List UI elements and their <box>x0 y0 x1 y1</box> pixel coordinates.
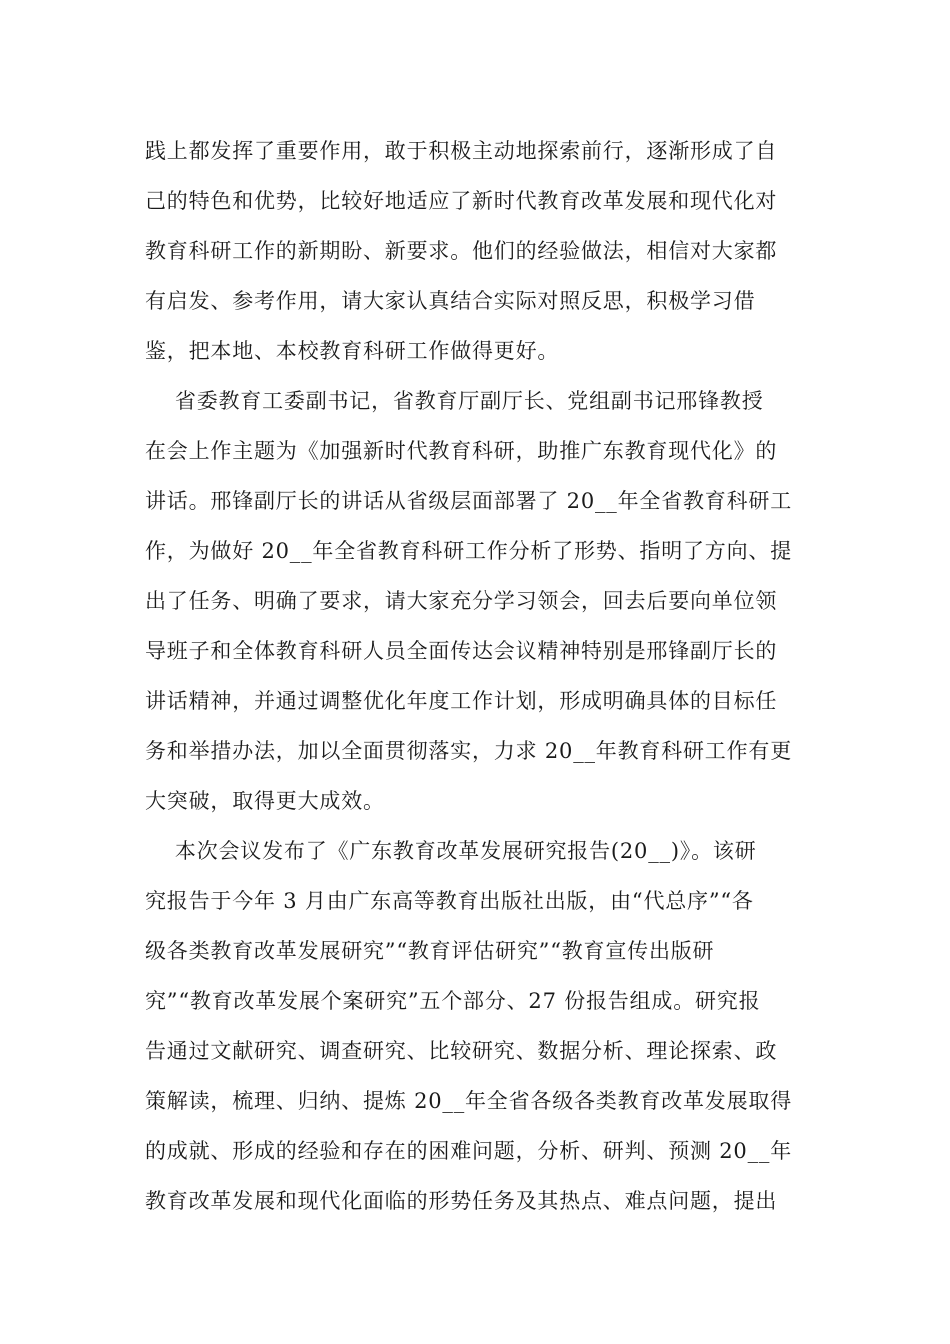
text-line: 作，为做好 20__年全省教育科研工作分析了形势、指明了方向、提 <box>145 539 792 563</box>
document-body <box>145 126 807 1226</box>
paragraph-1 <box>145 126 807 376</box>
text-line: 出了任务、明确了要求，请大家充分学习领会，回去后要向单位领 <box>145 589 778 613</box>
text-line: 究”“教育改革发展个案研究”五个部分、27 份报告组成。研究报 <box>145 989 761 1013</box>
text-line: 策解读，梳理、归纳、提炼 20__年全省各级各类教育改革发展取得 <box>145 1089 792 1113</box>
text-line: 践上都发挥了重要作用，敢于积极主动地探索前行，逐渐形成了自 <box>145 139 778 163</box>
text-line: 教育改革发展和现代化面临的形势任务及其热点、难点问题，提出 <box>145 1189 778 1213</box>
text-line: 的成就、形成的经验和存在的困难问题，分析、研判、预测 20__年 <box>145 1139 792 1163</box>
text-line: 大突破，取得更大成效。 <box>145 789 385 813</box>
text-line: 在会上作主题为《加强新时代教育科研，助推广东教育现代化》的 <box>145 439 778 463</box>
paragraph-2 <box>145 376 807 826</box>
text-line: 级各类教育改革发展研究”“教育评估研究”“教育宣传出版研 <box>145 939 715 963</box>
text-line: 己的特色和优势，比较好地适应了新时代教育改革发展和现代化对 <box>145 189 778 213</box>
text-line: 导班子和全体教育科研人员全面传达会议精神特别是邢锋副厅长的 <box>145 639 778 663</box>
text-line: 本次会议发布了《广东教育改革发展研究报告(20__)》。该研 <box>145 839 757 863</box>
text-line: 究报告于今年 3 月由广东高等教育出版社出版，由“代总序”“各 <box>145 889 754 913</box>
text-line: 鉴，把本地、本校教育科研工作做得更好。 <box>145 339 560 363</box>
paragraph-3 <box>145 826 807 1226</box>
text-line: 讲话。邢锋副厅长的讲话从省级层面部署了 20__年全省教育科研工 <box>145 489 792 513</box>
text-line: 务和举措办法，加以全面贯彻落实，力求 20__年教育科研工作有更 <box>145 739 792 763</box>
text-line: 教育科研工作的新期盼、新要求。他们的经验做法，相信对大家都 <box>145 239 778 263</box>
text-line: 讲话精神，并通过调整优化年度工作计划，形成明确具体的目标任 <box>145 689 778 713</box>
text-line: 有启发、参考作用，请大家认真结合实际对照反思，积极学习借 <box>145 289 756 313</box>
text-line: 省委教育工委副书记，省教育厅副厅长、党组副书记邢锋教授 <box>145 389 764 413</box>
text-line: 告通过文献研究、调查研究、比较研究、数据分析、理论探索、政 <box>145 1039 778 1063</box>
